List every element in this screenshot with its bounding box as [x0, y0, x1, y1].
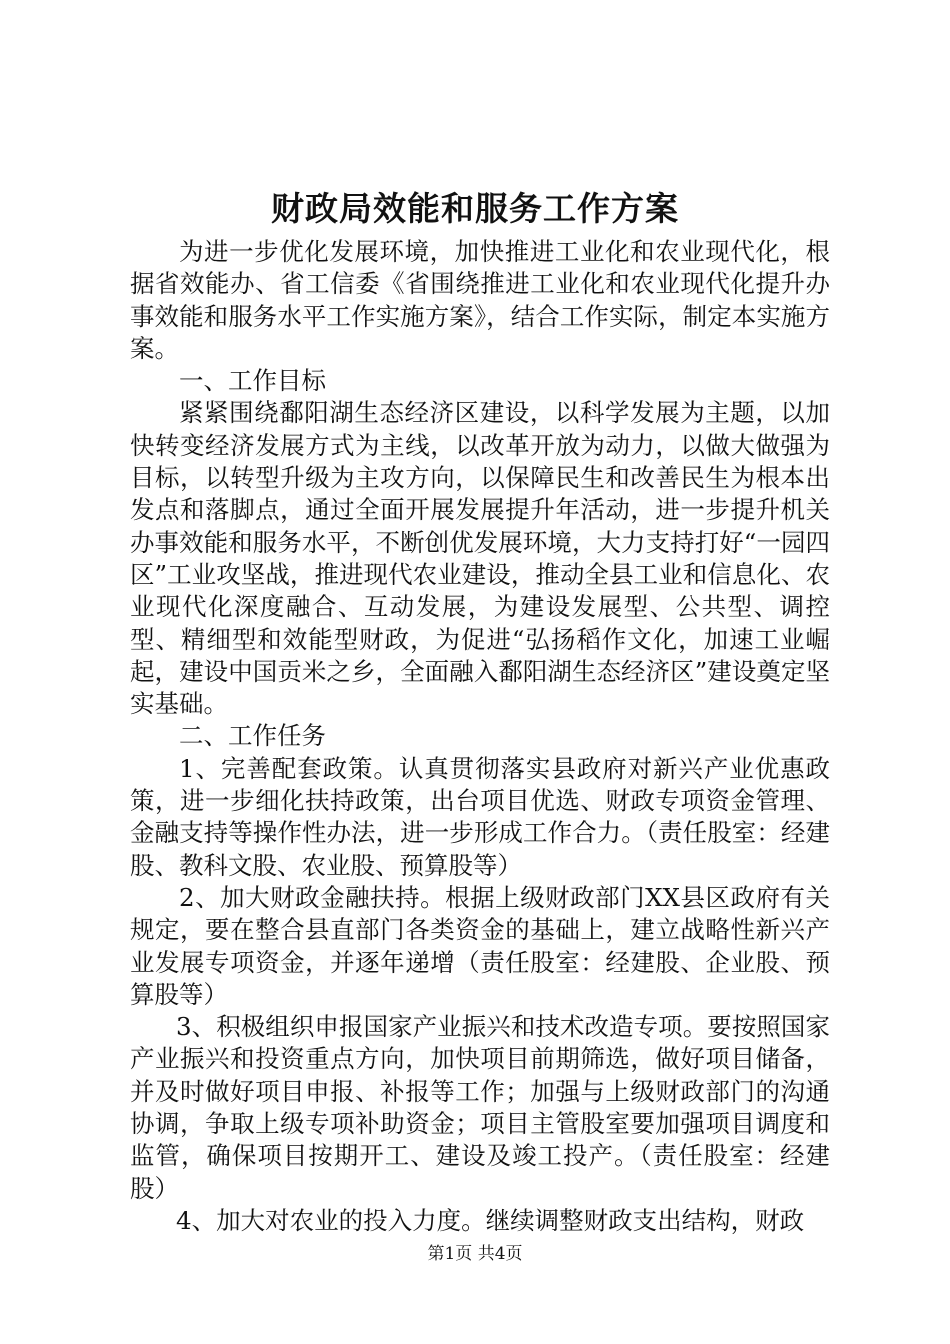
- paragraph-task-1: 1、完善配套政策。认真贯彻落实县政府对新兴产业优惠政策，进一步细化扶持政策，出台项目优选、财政专项资金管理、金融支持等操作性办法，进一步形成工作合力。（责任股室：经建股、教科文股、农业股、预算股等）: [130, 753, 830, 880]
- section-heading-goals: 一、工作目标: [179, 366, 326, 396]
- paragraph-intro: 为进一步优化发展环境，加快推进工业化和农业现代化，根据省效能办、省工信委《省围绕推进工业化和农业现代化提升办事效能和服务水平工作实施方案》，结合工作实际，制定本实施方案。: [130, 237, 830, 363]
- section-heading-tasks: 二、工作任务: [179, 721, 326, 751]
- paragraph-task-2: 2、加大财政金融扶持。根据上级财政部门XX县区政府有关规定，要在整合县直部门各类资金的基础上，建立战略性新兴产业发展专项资金，并逐年递增（责任股室：经建股、企业股、预算股等）: [130, 882, 830, 1009]
- page-footer: 第1页 共4页: [427, 1244, 523, 1264]
- document-title: 财政局效能和服务工作方案: [271, 189, 679, 228]
- paragraph-task-4: 4、加大对农业的投入力度。继续调整财政支出结构，财政: [176, 1205, 805, 1235]
- paragraph-task-3: 3、积极组织申报国家产业振兴和技术改造专项。要按照国家产业振兴和投资重点方向，加快项目前期筛选，做好项目储备，并及时做好项目申报、补报等工作；加强与上级财政部门的沟通协调，争取上级专项补助资金；项目主管股室要加强项目调度和监管，确保项目按期开工、建设及竣工投产。（责任股室：经建股）: [130, 1012, 830, 1203]
- document-body: [130, 236, 830, 1237]
- paragraph-goals: 紧紧围绕鄱阳湖生态经济区建设，以科学发展为主题，以加快转变经济发展方式为主线，以改革开放为动力，以做大做强为目标，以转型升级为主攻方向，以保障民生和改善民生为根本出发点和落脚点，通过全面开展发展提升年活动，进一步提升机关办事效能和服务水平，不断创优发展环境，大力支持打好“一园四区”工业攻坚战，推进现代农业建设，推动全县工业和信息化、农业现代化深度融合、互动发展，为建设发展型、公共型、调控型、精细型和效能型财政，为促进“弘扬稻作文化，加速工业崛起，建设中国贡米之乡，全面融入鄱阳湖生态经济区”建设奠定坚实基础。: [130, 398, 830, 719]
